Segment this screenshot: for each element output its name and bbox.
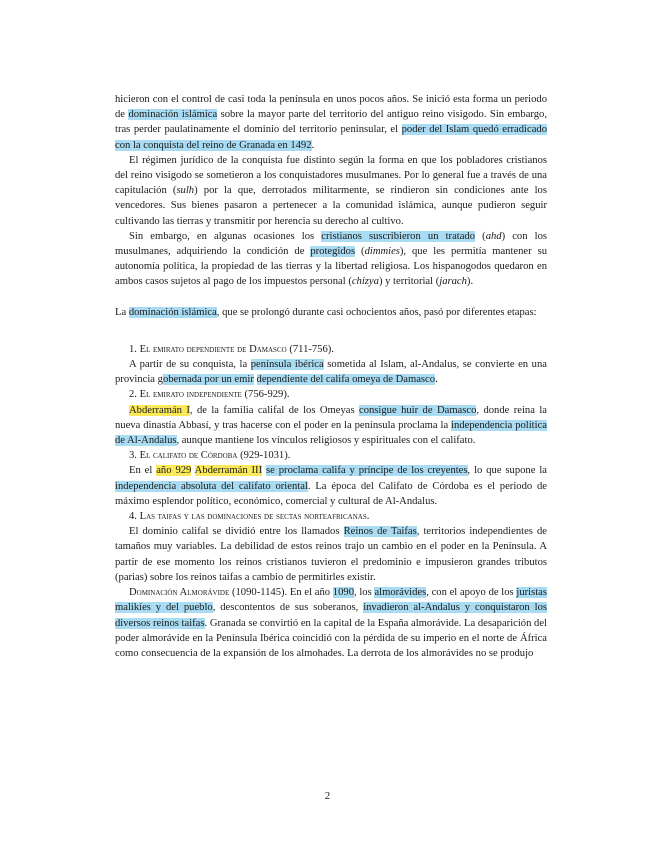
section-number: 3. (129, 450, 140, 462)
text: La (115, 306, 129, 318)
highlight-blue: poder del Islam quedó erradicado con la conquista del reino de Granada en 1492 (115, 124, 547, 151)
text: , donde reina la nueva dinastía Abbasí, y tras hacerse con el poder en la península proclama la (115, 404, 547, 431)
text: , los (353, 587, 375, 599)
text: , lo que supone la (467, 465, 547, 477)
highlight-blue: 1090 (332, 587, 354, 599)
text: . Granada se convirtió en la capital de la España almorávide. La desaparición del poder almorávide en la Península Ibérica coincidió con la pérdida de su imperio en el norte de África como consecuencia de la expansión de los almohades. La derrota de los almorávides no se produjo (115, 617, 547, 659)
section-number: 1. (129, 343, 140, 355)
italic-term: sulh (176, 185, 195, 197)
highlight-yellow: año 929 (156, 465, 192, 477)
section-heading-taifas (115, 509, 547, 524)
highlight-blue: consigue huir de Damasco (359, 404, 477, 416)
text: . La época del Califato de Córdoba es el periodo de máximo esplendor político, económico, comercial y cultural de Al-Andalus. (115, 480, 547, 507)
italic-term: dimmies (364, 246, 400, 258)
text: , descontentos de sus soberanos, (212, 602, 364, 614)
highlight-blue: dominación islámica (128, 306, 217, 318)
document-page (115, 92, 547, 661)
text: sobre la mayor parte del territorio del antiguo reino visigodo. Sin embargo, tras perder paulatinamente el dominio del territorio peninsular, el (115, 109, 548, 136)
paragraph-emirato-independiente (115, 403, 547, 449)
paragraph-treaty (115, 229, 547, 290)
paragraph-legal-regime (115, 153, 547, 229)
paragraph-califato (115, 463, 547, 509)
section-years: (711-756). (286, 343, 334, 355)
text: (1090-1145). En el año (229, 587, 333, 599)
text: A partir de su conquista, la (129, 359, 251, 371)
section-title: El califato de Córdoba (139, 450, 238, 462)
text: ). (466, 276, 474, 288)
text: En el (129, 465, 157, 477)
text: . (311, 139, 315, 151)
text: ( (355, 246, 365, 258)
highlight-blue: dominación islámica (128, 109, 218, 121)
text: sometida al Islam, al-Andalus, se convierte en una provincia g (115, 359, 547, 386)
text: ( (475, 230, 486, 242)
highlight-blue: independencia política de Al-Andalus (115, 419, 547, 447)
paragraph-conquest (115, 92, 547, 153)
spacer (115, 320, 547, 342)
text: El régimen jurídico de la conquista fue distinto según la forma en que los pobladores cristianos del reino visigodo se sometieron a los conquistadores musulmanes. Por lo general fue a través de una capitulación ( (115, 154, 547, 197)
highlight-blue: almorávides (374, 587, 427, 599)
section-heading-califato (115, 448, 547, 463)
highlight-blue: península ibérica (250, 359, 324, 371)
italic-term: ahd (485, 230, 502, 242)
section-years: (929-1031). (237, 450, 291, 462)
paragraph-stages-intro (115, 305, 547, 320)
highlight-blue: juristas malikíes y del pueblo (115, 587, 547, 614)
highlight-blue: se proclama califa y príncipe de los creyentes (266, 465, 468, 477)
highlight-yellow: Abderramán I (129, 404, 190, 416)
section-number: 2. (129, 389, 140, 401)
highlight-yellow: Abderramán III (194, 465, 263, 477)
section-title: Las taifas y las dominaciones de sectas norteafricanas. (139, 511, 370, 523)
text: , que se prolongó durante casi ochocientos años, pasó por diferentes etapas: (216, 306, 537, 318)
text: , territorios independientes de tamaños muy variables. La debilidad de estos reinos trajo un cambio en el poder en la Península. A partir de ese momento los reinos cristianos tuvieron el predominio e impusieron grandes tributos (parias) sobre los reinos taifas a cambio de permitirles existir. (115, 526, 547, 583)
paragraph-emirato-dependiente (115, 357, 547, 387)
text: hicieron con el control de casi toda la península en unos pocos años. Se inició esta forma un periodo de (115, 94, 547, 121)
highlight-blue: Reinos de Taifas (343, 526, 417, 538)
text: ) con los musulmanes, adquiriendo la condición de (115, 230, 548, 258)
highlight-blue: dependiente del califa omeya de Damasco (256, 374, 436, 386)
spacer (115, 290, 547, 305)
text: . (435, 374, 438, 386)
section-title: El emirato independiente (139, 389, 242, 401)
highlight-blue: cristianos suscribieron un tratado (321, 230, 476, 242)
text: , con el apoyo de los (426, 587, 517, 599)
text: ) por la que, derrotados militarmente, se rindieron sin condiciones ante los vencedores. Sus bienes pasaron a pertenecer a la comunidad islámica, aunque pudieron seguir cultivando las tierras y transmitir por herencia su derecho al cultivo. (115, 185, 547, 227)
section-heading-emirato-independiente (115, 387, 547, 402)
paragraph-taifas (115, 524, 547, 585)
italic-term: chizya (351, 276, 379, 288)
subsection-title: Dominación Almorávide (129, 587, 230, 599)
paragraph-almoravides (115, 585, 547, 661)
text: , de la familia califal de los Omeyas (189, 404, 360, 416)
section-heading-emirato-dependiente (115, 342, 547, 357)
text: El dominio califal se dividió entre los llamados (129, 526, 344, 538)
text: Sin embargo, en algunas ocasiones los (129, 230, 322, 242)
highlight-blue: independencia absoluta del califato oriental (115, 480, 308, 492)
section-years: (756-929). (241, 389, 290, 401)
highlight-blue: invadieron al-Andalus y conquistaron los diversos reinos taifas (115, 602, 547, 629)
section-number: 4. (129, 511, 140, 523)
text: , aunque mantiene los vínculos religiosos y espirituales con el califato. (176, 435, 476, 447)
section-title: El emirato dependiente de Damasco (139, 343, 287, 355)
page-number: 2 (324, 790, 331, 802)
highlight-blue: obernada por un emir (162, 374, 254, 386)
highlight-blue: protegidos (310, 246, 356, 258)
text: ), que les permitía mantener su autonomía política, la propiedad de las tierras y la libertad religiosa. Los hispanogodos quedaron en ambos casos sujetos al pago de los impuestos personal ( (115, 246, 547, 288)
italic-term: jarach (439, 276, 467, 288)
text: ) y territorial ( (378, 276, 440, 288)
